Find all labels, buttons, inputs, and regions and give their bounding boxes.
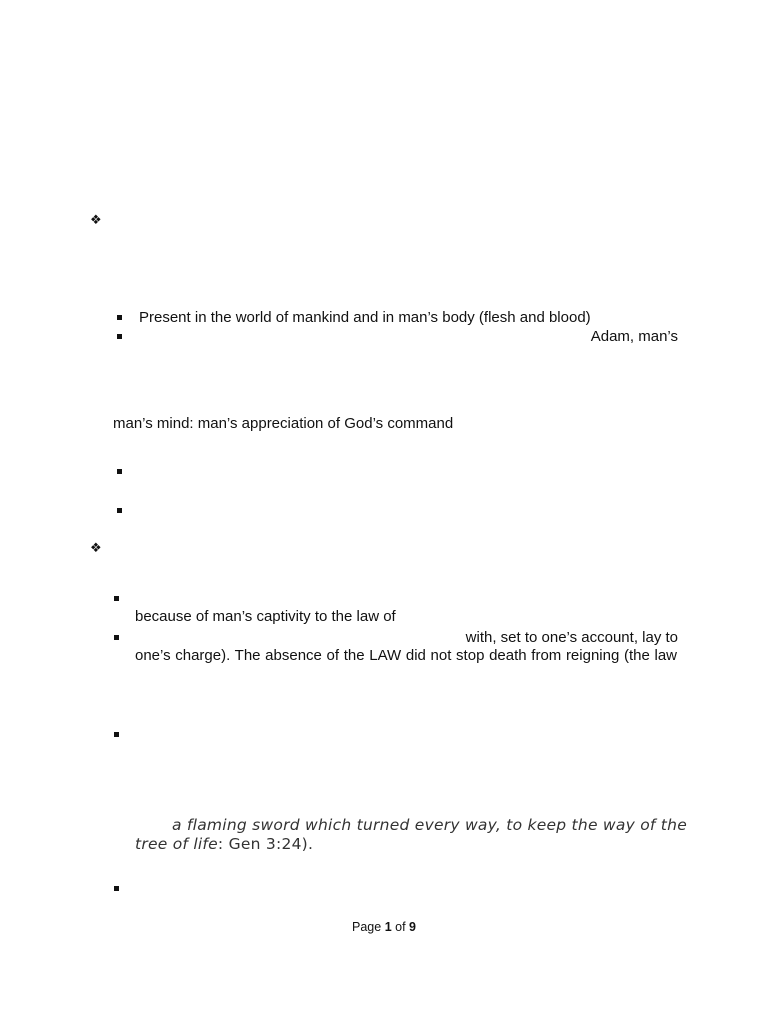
square-bullet-icon — [117, 315, 122, 320]
of-label: of — [395, 920, 406, 934]
square-bullet-icon — [117, 334, 122, 339]
square-bullet-icon — [114, 886, 119, 891]
mans-mind-text: man’s mind: man’s appreciation of God’s command — [113, 415, 454, 432]
because-captivity-text: because of man’s captivity to the law of — [135, 608, 396, 625]
square-bullet-icon — [114, 596, 119, 601]
diamond-bullet-icon: ❖ — [90, 541, 102, 556]
verse-line-1-italic: a flaming sword which turned every way, to keep the way of the — [172, 816, 687, 834]
verse-tree-of-life-italic: tree of life — [135, 835, 218, 853]
page-label: Page — [352, 920, 382, 934]
ones-charge-text: one’s charge). The absence of the LAW did not stop death from reigning (the law — [135, 647, 677, 664]
adam-mans-text: Adam, man’s — [590, 328, 678, 345]
verse-line-2 — [135, 835, 313, 854]
page-footer — [0, 920, 768, 934]
verse-reference: : Gen 3:24). — [217, 835, 314, 853]
square-bullet-icon — [117, 508, 122, 513]
square-bullet-icon — [114, 635, 119, 640]
current-page-number: 1 — [384, 920, 392, 934]
total-pages-number: 9 — [409, 920, 416, 934]
verse-line-1 — [172, 816, 687, 835]
present-in-world-text: Present in the world of mankind and in man’s body (flesh and blood) — [139, 309, 591, 326]
square-bullet-icon — [117, 469, 122, 474]
with-set-to-account-text: with, set to one’s account, lay to — [465, 629, 678, 646]
diamond-bullet-icon: ❖ — [90, 213, 102, 228]
square-bullet-icon — [114, 732, 119, 737]
